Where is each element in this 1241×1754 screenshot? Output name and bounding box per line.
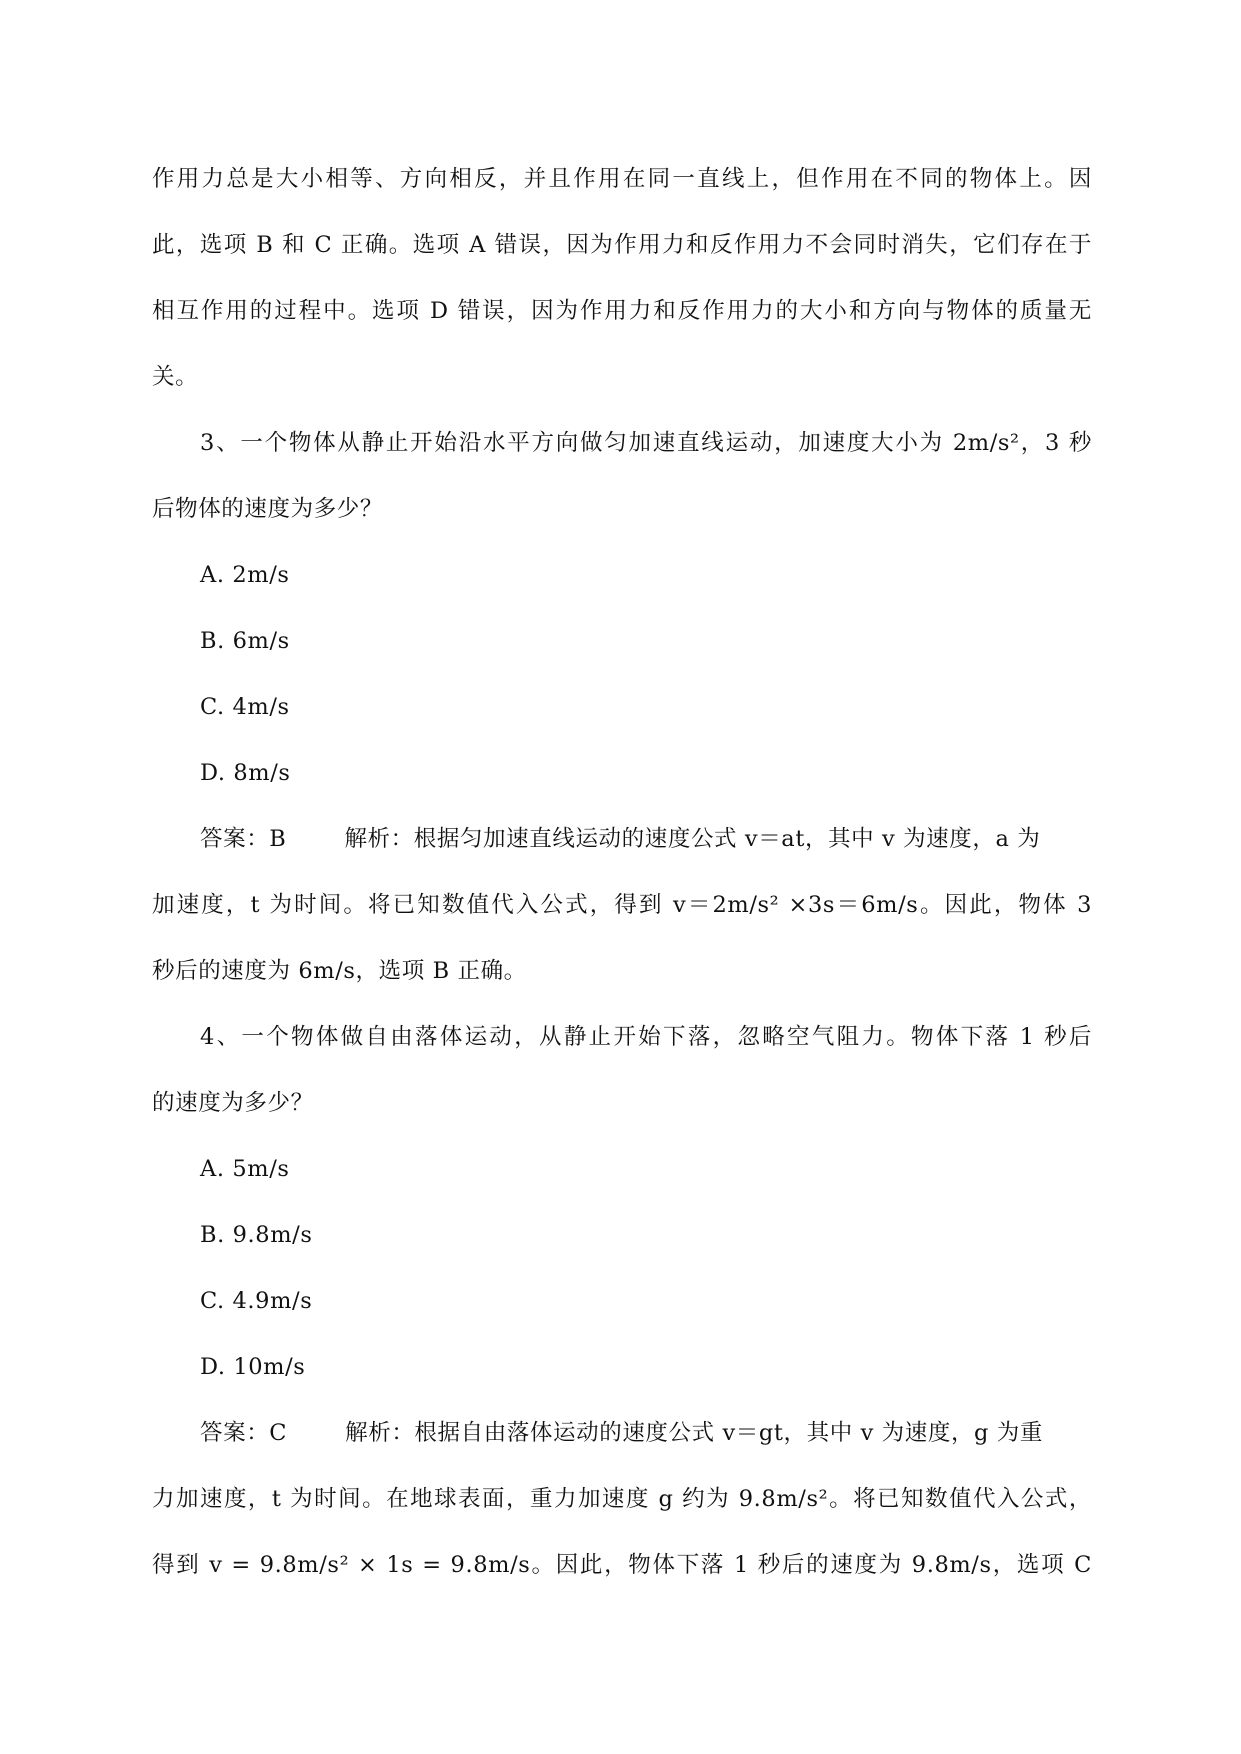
q4-option-a: A. 5m/s [200,1156,290,1182]
q3-option-b: B. 6m/s [200,628,290,654]
q4-answer: 答案：C [200,1420,288,1446]
q3-option-d: D. 8m/s [200,760,291,786]
q3-analysis-end: 秒后的速度为 6m/s，选项 B 正确。 [152,958,527,984]
q3-option-c: C. 4m/s [200,694,290,720]
q4-analysis-cont: 力加速度，t 为时间。在地球表面，重力加速度 g 约为 9.8m/s²。将已知数值代入公式， [152,1486,1092,1512]
q4-analysis-end: 得到 v = 9.8m/s² × 1s = 9.8m/s。因此，物体下落 1 秒后的速度为 9.8m/s，选项 C [152,1552,1092,1578]
q4-option-c: C. 4.9m/s [200,1288,313,1314]
question-4-stem-cont: 的速度为多少？ [152,1090,314,1116]
q4-answer-line [152,1400,1092,1466]
paragraph-line: 作用力总是大小相等、方向相反，并且作用在同一直线上，但作用在不同的物体上。因 [152,166,1092,192]
q3-answer: 答案：B [200,826,287,852]
q3-analysis: 解析：根据匀加速直线运动的速度公式 v＝at，其中 v 为速度，a 为 [344,826,1041,852]
q4-option-b: B. 9.8m/s [200,1222,313,1248]
q4-analysis: 解析：根据自由落体运动的速度公式 v＝gt，其中 v 为速度，g 为重 [345,1420,1044,1446]
question-3-stem: 3、一个物体从静止开始沿水平方向做匀加速直线运动，加速度大小为 2m/s²，3 秒 [200,430,1092,456]
q3-analysis-cont: 加速度，t 为时间。将已知数值代入公式，得到 v＝2m/s² ×3s＝6m/s。因此，物体 3 [152,892,1092,918]
paragraph-line: 相互作用的过程中。选项 D 错误，因为作用力和反作用力的大小和方向与物体的质量无 [152,298,1092,324]
question-4-stem: 4、一个物体做自由落体运动，从静止开始下落，忽略空气阻力。物体下落 1 秒后 [200,1024,1092,1050]
paragraph-line: 关。 [152,364,199,390]
q4-option-d: D. 10m/s [200,1354,306,1380]
q3-answer-line [152,806,1092,872]
question-3-stem-cont: 后物体的速度为多少？ [152,496,384,522]
paragraph-line: 此，选项 B 和 C 正确。选项 A 错误，因为作用力和反作用力不会同时消失，它们存在于 [152,232,1092,258]
document-page [152,146,1092,1598]
q3-option-a: A. 2m/s [200,562,290,588]
